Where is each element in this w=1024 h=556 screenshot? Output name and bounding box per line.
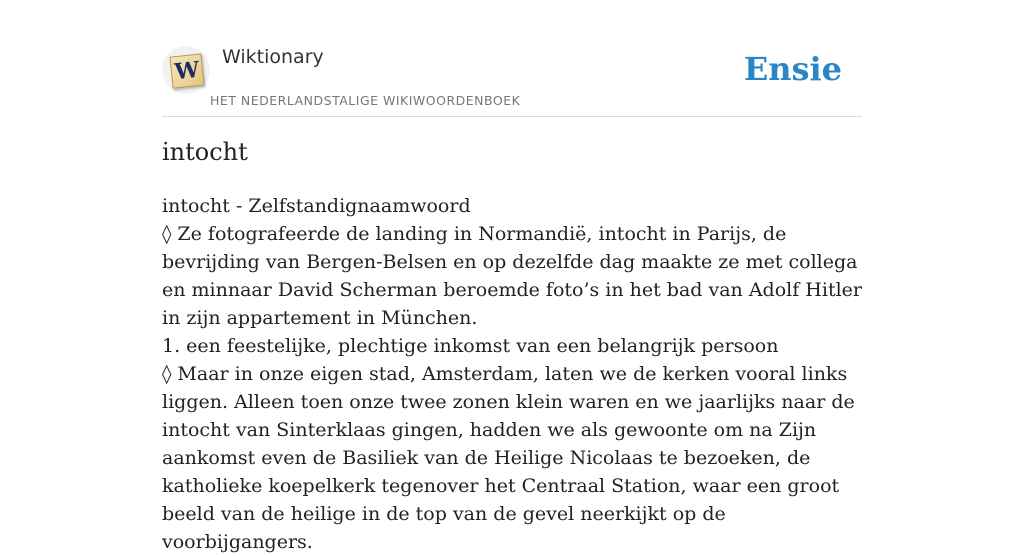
ensie-brand-logo[interactable]: Ensie [743, 50, 842, 88]
definition-item: 1. een feestelijke, plechtige inkomst van een belangrijk persoon [162, 335, 779, 357]
example-sentence: ◊ Ze fotografeerde de landing in Normandië, intocht in Parijs, de bevrijding van Bergen-Belsen en op dezelfde dag maakte ze met collega en minnaar David Scherman beroemde foto’s in het bad van Adolf Hitler in zijn appartement in München. [162, 223, 862, 329]
logo-tile: W [169, 53, 204, 88]
entry-content [162, 192, 867, 556]
page-title: intocht [162, 138, 248, 166]
site-tagline: HET NEDERLANDSTALIGE WIKIWOORDENBOEK [210, 93, 521, 108]
site-header [162, 0, 862, 117]
entry-heading-line: intocht - Zelfstandignaamwoord [162, 195, 471, 217]
wiktionary-logo-icon[interactable] [162, 46, 210, 94]
example-sentence: ◊ Maar in onze eigen stad, Amsterdam, laten we de kerken vooral links liggen. Alleen toen onze twee zonen klein waren en we jaarlijks naar de intocht van Sinterklaas gingen, hadden we als gewoonte om na Zijn aankomst even de Basiliek van de Heilige Nicolaas te bezoeken, de katholieke koepelkerk tegenover het Centraal Station, waar een groot beeld van de heilige in de top van de gevel neerkijkt op de voorbijgangers. [162, 363, 855, 553]
site-name[interactable]: Wiktionary [222, 46, 324, 68]
